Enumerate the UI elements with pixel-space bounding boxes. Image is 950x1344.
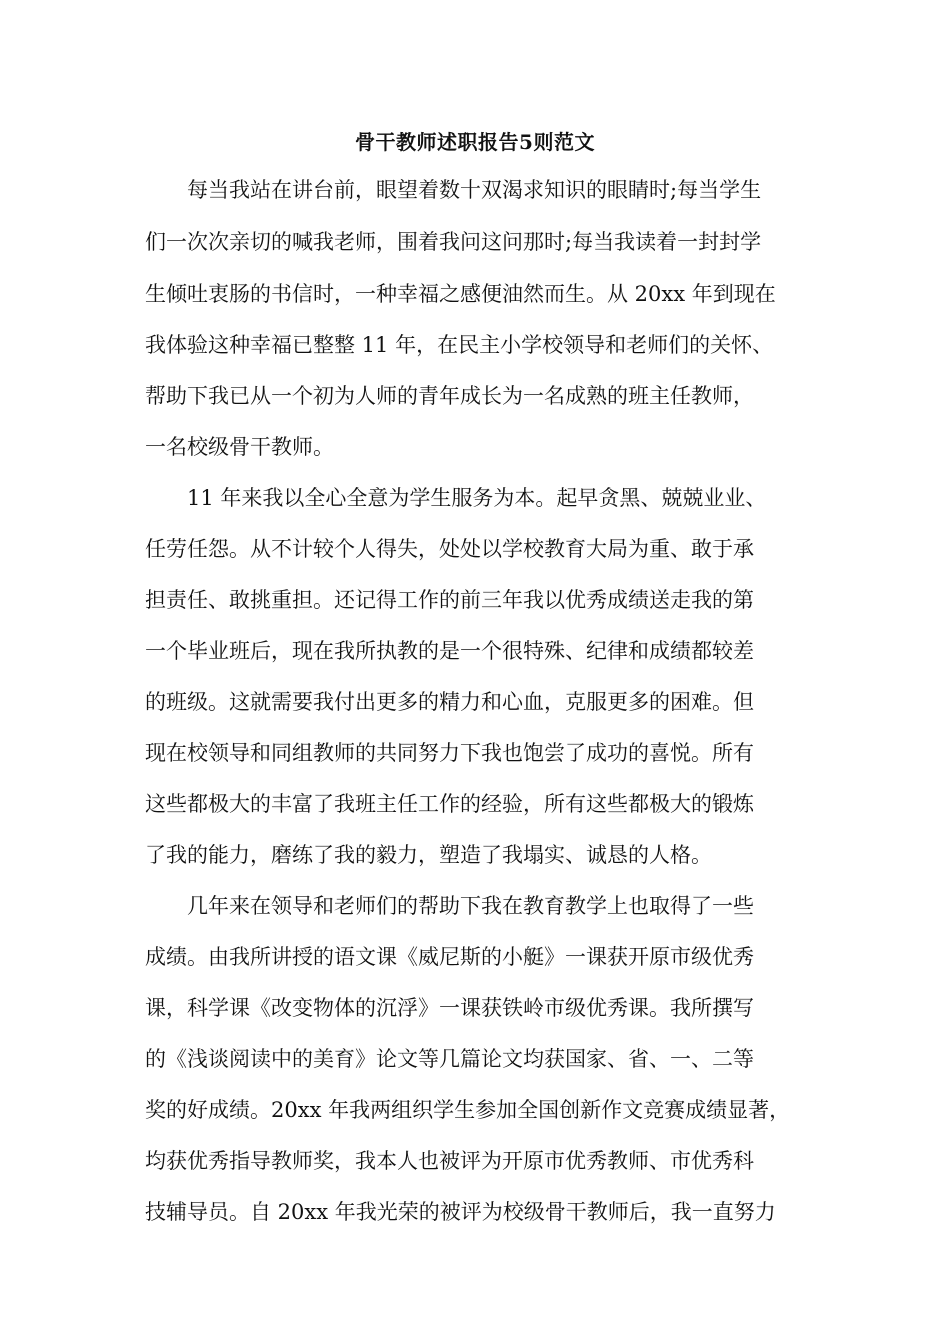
paragraph-3-line-4: 的《浅谈阅读中的美育》论文等几篇论文均获国家、省、一、二等: [145, 1047, 754, 1071]
paragraph-2-line-6: 现在校领导和同组教师的共同努力下我也饱尝了成功的喜悦。所有: [145, 741, 754, 765]
paragraph-1-line-6: 一名校级骨干教师。: [145, 435, 334, 459]
paragraph-2-line-5: 的班级。这就需要我付出更多的精力和心血，克服更多的困难。但: [145, 690, 754, 714]
paragraph-3-line-6: 均获优秀指导教师奖，我本人也被评为开原市优秀教师、市优秀科: [145, 1149, 754, 1173]
paragraph-1-line-2: 们一次次亲切的喊我老师，围着我问这问那时;每当我读着一封封学: [145, 230, 762, 254]
paragraph-2-line-1: 11 年来我以全心全意为学生服务为本。起早贪黑、兢兢业业、: [187, 486, 767, 510]
paragraph-3-line-5: 奖的好成绩。20xx 年我两组织学生参加全国创新作文竞赛成绩显著，: [145, 1098, 791, 1122]
paragraph-1-line-1: 每当我站在讲台前，眼望着数十双渴求知识的眼睛时;每当学生: [187, 178, 762, 202]
paragraph-2-line-2: 任劳任怨。从不计较个人得失，处处以学校教育大局为重、敢于承: [145, 537, 754, 561]
paragraph-2-line-3: 担责任、敢挑重担。还记得工作的前三年我以优秀成绩送走我的第: [145, 588, 754, 612]
paragraph-2-line-7: 这些都极大的丰富了我班主任工作的经验，所有这些都极大的锻炼: [145, 792, 754, 816]
paragraph-3-line-1: 几年来在领导和老师们的帮助下我在教育教学上也取得了一些: [187, 894, 754, 918]
paragraph-2-line-4: 一个毕业班后，现在我所执教的是一个很特殊、纪律和成绩都较差: [145, 639, 754, 663]
document-title: 骨干教师述职报告5则范文: [355, 130, 595, 154]
paragraph-3-line-2: 成绩。由我所讲授的语文课《威尼斯的小艇》一课获开原市级优秀: [145, 945, 754, 969]
paragraph-2-line-8: 了我的能力，磨练了我的毅力，塑造了我塌实、诚恳的人格。: [145, 843, 712, 867]
paragraph-1-line-5: 帮助下我已从一个初为人师的青年成长为一名成熟的班主任教师，: [145, 384, 754, 408]
paragraph-3-line-3: 课，科学课《改变物体的沉浮》一课获铁岭市级优秀课。我所撰写: [145, 996, 754, 1020]
paragraph-1-line-4: 我体验这种幸福已整整 11 年，在民主小学校领导和老师们的关怀、: [145, 333, 774, 357]
paragraph-3-line-7: 技辅导员。自 20xx 年我光荣的被评为校级骨干教师后，我一直努力: [145, 1200, 776, 1224]
paragraph-1-line-3: 生倾吐衷肠的书信时，一种幸福之感便油然而生。从 20xx 年到现在: [145, 282, 776, 306]
